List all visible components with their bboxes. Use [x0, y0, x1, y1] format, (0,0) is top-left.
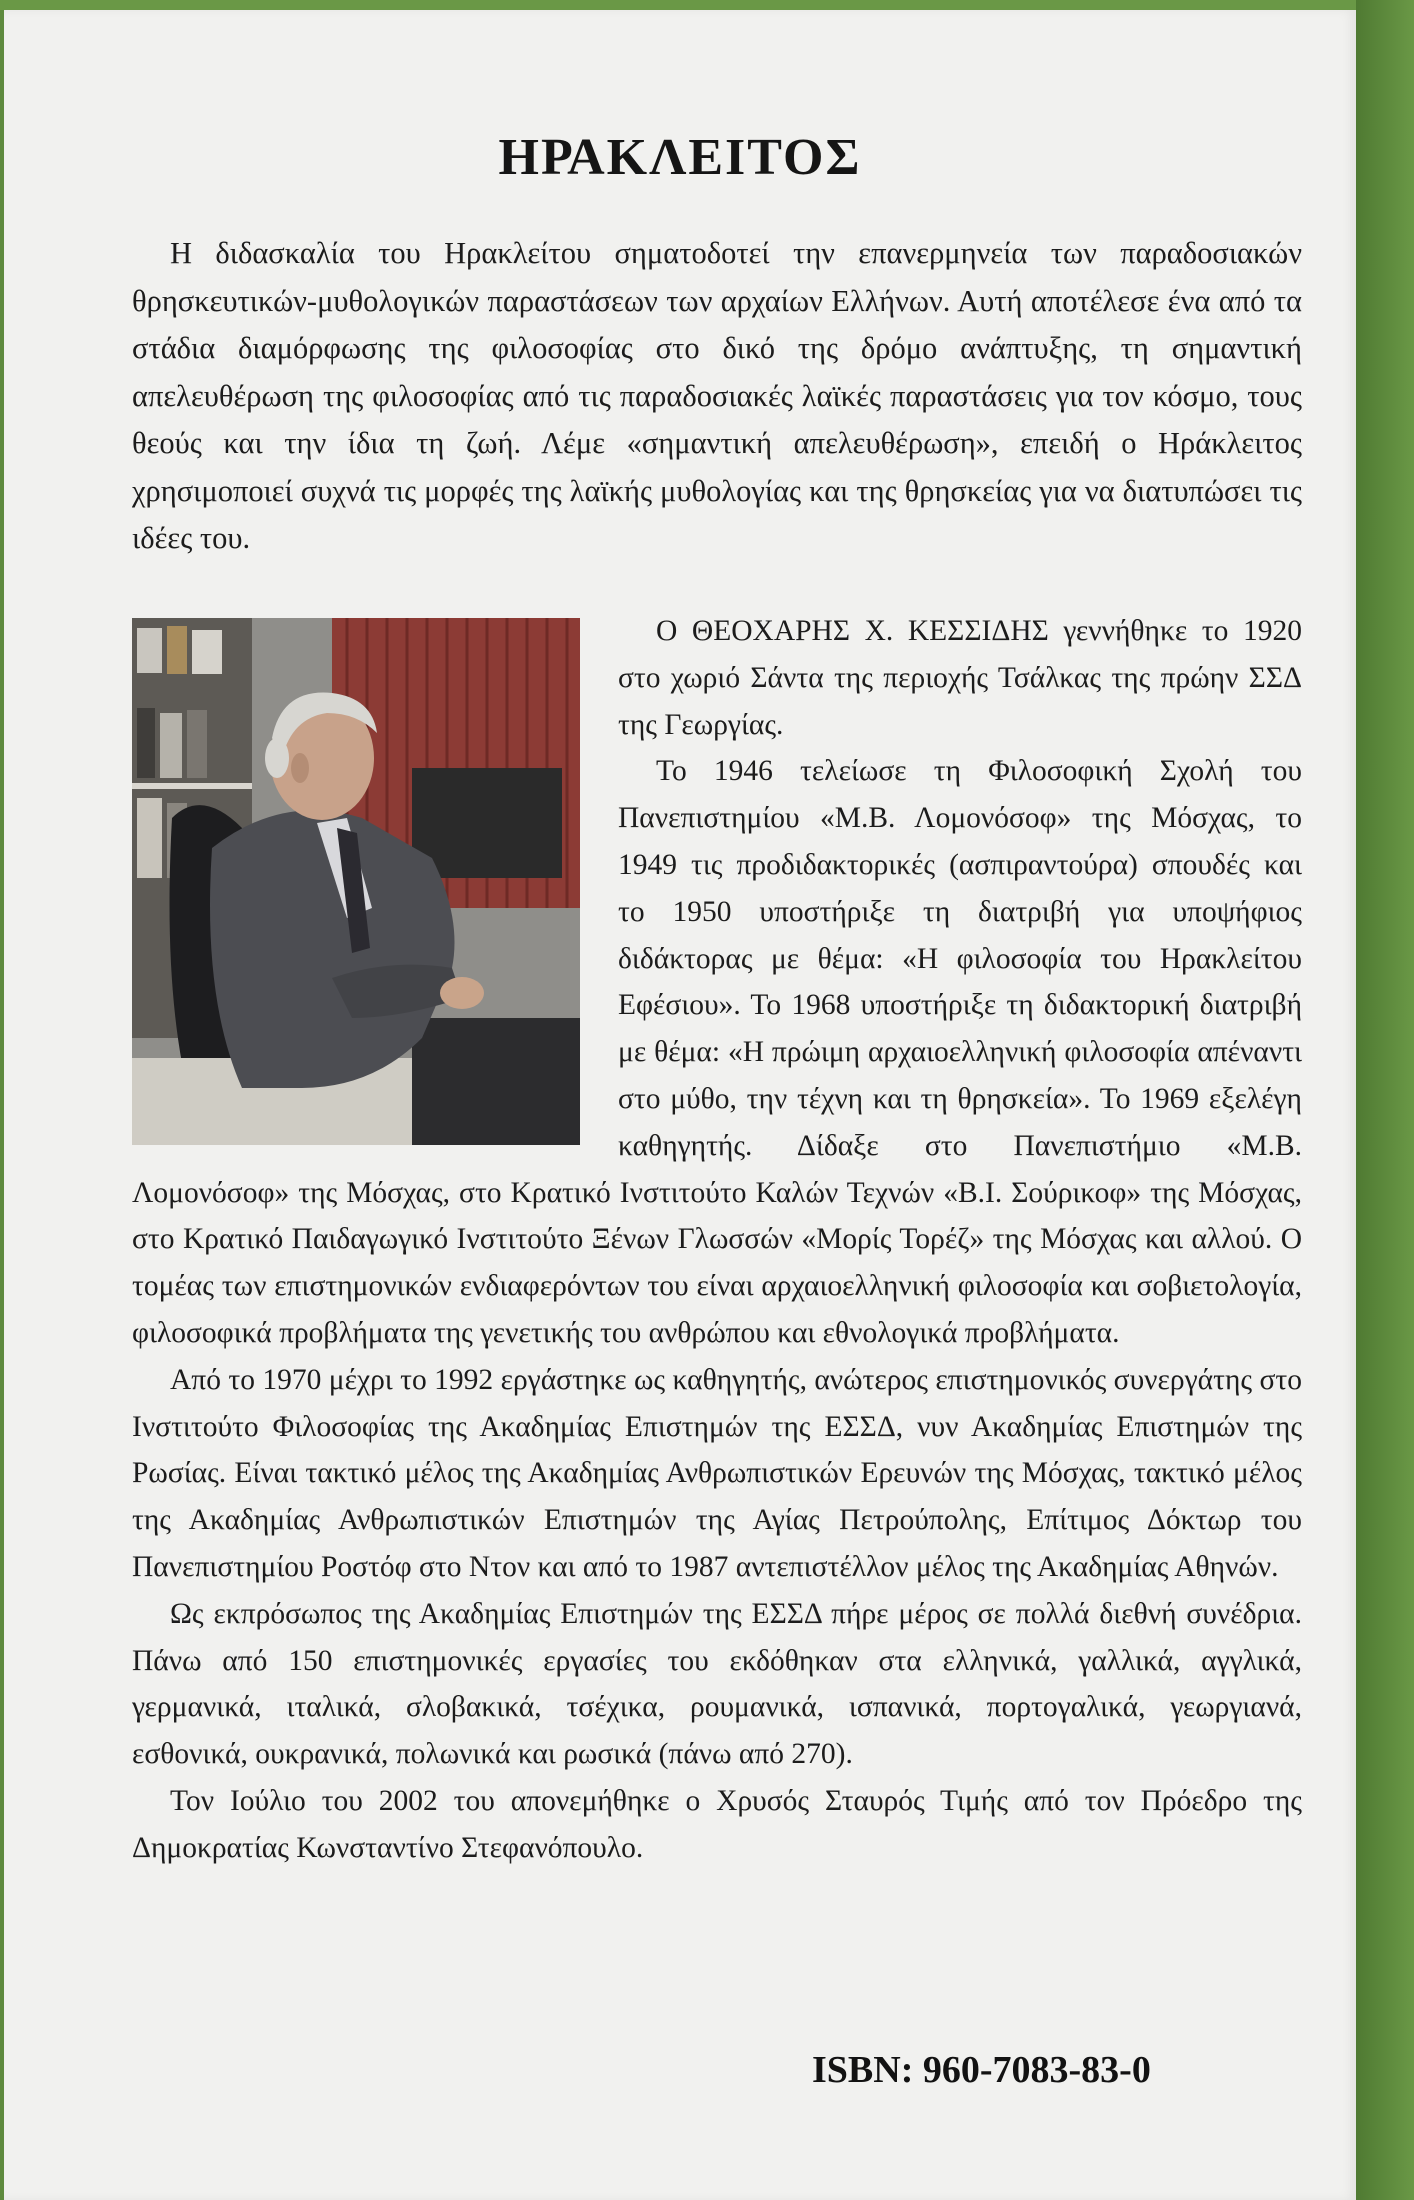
intro-paragraph: Η διδασκαλία του Ηρακλείτου σηματοδοτεί την επανερμηνεία των παραδοσιακών θρησκευτικών-μυθολογικών παραστάσεων των αρχαίων Ελλήνων. Αυτή αποτέλεσε ένα από τα στάδια διαμόρφωσης της φιλοσοφίας στο δικό της δρόμο ανάπτυξης, τη σημαντική απελευθέρωση της φιλοσοφίας από τις παραδοσιακές λαϊκές παραστάσεις για τον κόσμο, τους θεούς και την ίδια τη ζωή. Λέμε «σημαντική απελευθέρωση», επειδή ο Ηράκλειτος χρησιμοποιεί συχνά τις μορφές της λαϊκής μυθολογίας και της θρησκείας για να διατυπώσει τις ιδέες του.: [132, 236, 1302, 555]
book-top-edge: [0, 0, 1414, 10]
bio-paragraph: Τον Ιούλιο του 2002 του απονεμήθηκε ο Χρυσός Σταυρός Τιμής από τον Πρόεδρο της Δημοκρατίας Κωνσταντίνο Στεφανόπουλο.: [132, 1784, 1302, 1864]
book-title: ΗΡΑΚΛΕΙΤΟΣ: [498, 129, 862, 186]
bio-paragraph: Από το 1970 μέχρι το 1992 εργάστηκε ως καθηγητής, ανώτερος επιστημονικός συνεργάτης στο Ινστιτούτο Φιλοσοφίας της Ακαδημίας Επιστημών της ΕΣΣΔ, νυν Ακαδημίας Επιστημών της Ρωσίας. Είναι τακτικό μέλος της Ακαδημίας Ανθρωπιστικών Ερευνών της Μόσχας, τακτικό μέλος της Ακαδημίας Ανθρωπιστικών Επιστημών της Αγίας Πετρούπολης, Επίτιμος Δόκτωρ του Πανεπιστημίου Ροστόφ στο Ντον και από το 1987 αντεπιστέλλον μέλος της Ακαδημίας Αθηνών.: [132, 1363, 1302, 1583]
author-photo: [132, 618, 580, 1145]
back-cover: [4, 10, 1356, 2200]
book-spine-edge: [1356, 0, 1414, 2200]
bio-paragraph: Ως εκπρόσωπος της Ακαδημίας Επιστημών της ΕΣΣΔ πήρε μέρος σε πολλά διεθνή συνέδρια. Πάνω από 150 επιστημονικές εργασίες του εκδόθηκαν στα ελληνικά, γαλλικά, αγγλικά, γερμανικά, ιταλικά, σλοβακικά, τσέχικα, ρουμανικά, ισπανικά, πορτογαλικά, γεωργιανά, εσθονικά, ουκρανικά, πολωνικά και ρωσικά (πάνω από 270).: [132, 1597, 1302, 1771]
bio-paragraph: Το 1946 τελείωσε τη Φιλοσοφική Σχολή του Πανεπιστημίου «Μ.Β. Λομονόσοφ» της Μόσχας, το 1949 τις προδιδακτορικές (ασπιραντούρα) σπουδές και το 1950 υποστήριξε τη διατριβή για υποψήφιος διδάκτορας με θέμα: «Η φιλοσοφία του Ηρακλείτου Εφέσιου». Το 1968 υποστήριξε τη διδακτορική διατριβή με θέμα: «Η πρώιμη αρχαιοελληνική φιλοσοφία απέναντι στο μύθο, την τέχνη και τη θρησκεία». Το 1969 εξελέγη καθηγητής. Δίδαξε στο Πανεπιστήμιο «Μ.Β. Λομονόσοφ» της Μόσχας, στο Κρατικό Ινστιτούτο Καλών Τεχνών «Β.Ι. Σούρικοφ» της Μόσχας, στο Κρατικό Παιδαγωγικό Ινστιτούτο Ξένων Γλωσσών «Μορίς Τορέζ» της Μόσχας και αλλού. Ο τομέας των επιστημονικών ενδιαφερόντων του είναι αρχαιοελληνική φιλοσοφία και σοβιετολογία, φιλοσοφικά προβλήματα της γενετικής του ανθρώπου και εθνολογικά προβλήματα.: [132, 755, 1302, 1349]
author-biography: [132, 608, 1302, 1872]
bio-paragraph: Ο ΘΕΟΧΑΡΗΣ Χ. ΚΕΣΣΙΔΗΣ γεννήθηκε το 1920 στο χωριό Σάντα της περιοχής Τσάλκας της πρώην ΣΣΔ της Γεωργίας.: [618, 615, 1302, 741]
isbn-label: ISBN: 960-7083-83-0: [812, 2049, 1151, 2091]
